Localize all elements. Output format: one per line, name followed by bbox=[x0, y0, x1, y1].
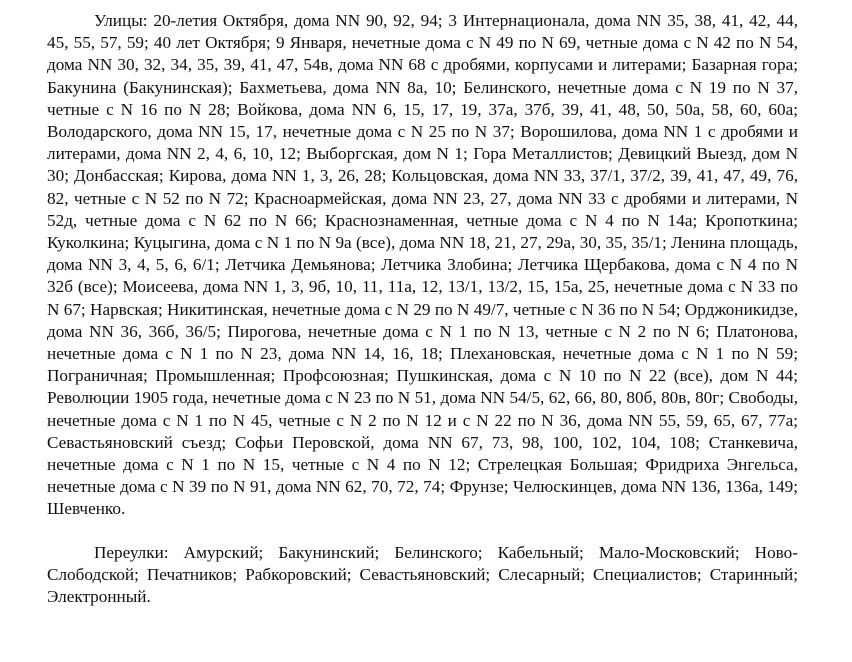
document-page bbox=[47, 10, 798, 608]
streets-paragraph: Улицы: 20-летия Октября, дома NN 90, 92, 94; 3 Интернационала, дома NN 35, 38, 41, 42, 44, 45, 55, 57, 59; 40 лет Октября; 9 Января, нечетные дома с N 49 по N 69, четные дома с N 42 по N 54, дома NN 30, 32, 34, 35, 39, 41, 47, 54в, дома NN 68 с дробями, корпусами и литерами; Базарная гора; Бакунина (Бакунинская); Бахметьева, дома NN 8а, 10; Белинского, нечетные дома с N 19 по N 37, четные с N 16 по N 28; Войкова, дома NN 6, 15, 17, 19, 37а, 37б, 39, 41, 48, 50, 50а, 58, 60, 60а; Володарского, дома NN 15, 17, нечетные дома с N 25 по N 37; Ворошилова, дома NN 1 с дробями и литерами, дома NN 2, 4, 6, 10, 12; Выборгская, дом N 1; Гора Металлистов; Девицкий Выезд, дом N 30; Донбасская; Кирова, дома NN 1, 3, 26, 28; Кольцовская, дома NN 33, 37/1, 37/2, 39, 41, 47, 49, 76, 82, четные с N 52 по N 72; Красноармейская, дома NN 23, 27, дома NN 33 с дробями и литерами, N 52д, четные дома с N 62 по N 66; Краснознаменная, четные дома с N 4 по N 14а; Кропоткина; Куколкина; Куцыгина, дома с N 1 по N 9а (все), дома NN 18, 21, 27, 29а, 30, 35, 35/1; Ленина площадь, дома NN 3, 4, 5, 6, 6/1; Летчика Демьянова; Летчика Злобина; Летчика Щербакова, дома с N 4 по N 32б (все); Моисеева, дома NN 1, 3, 9б, 10, 11, 11а, 12, 13/1, 13/2, 15, 15а, 25, нечетные дома с N 33 по N 67; Нарвская; Никитинская, нечетные дома с N 29 по N 49/7, четные с N 36 по N 54; Орджоникидзе, дома NN 36, 36б, 36/5; Пирогова, нечетные дома с N 1 по N 13, четные с N 2 по N 6; Платонова, нечетные дома с N 1 по N 23, дома NN 14, 16, 18; Плехановская, нечетные дома с N 1 по N 59; Пограничная; Промышленная; Профсоюзная; Пушкинская, дома с N 10 по N 22 (все), дом N 44; Революции 1905 года, нечетные дома с N 23 по N 51, дома NN 54/5, 62, 66, 80, 80б, 80в, 80г; Свободы, нечетные дома с N 1 по N 45, четные с N 2 по N 12 и с N 22 по N 36, дома NN 55, 59, 65, 67, 77а; Севастьяновский съезд; Софьи Перовской, дома NN 67, 73, 98, 100, 102, 104, 108; Станкевича, нечетные дома с N 1 по N 15, четные с N 4 по N 12; Стрелецкая Большая; Фридриха Энгельса, нечетные дома с N 39 по N 91, дома NN 62, 70, 72, 74; Фрунзе; Челюскинцев, дома NN 136, 136а, 149; Шевченко. bbox=[47, 11, 798, 519]
lanes-paragraph: Переулки: Амурский; Бакунинский; Белинского; Кабельный; Мало-Московский; Ново-Слободской; Печатников; Рабкоровский; Севастьяновский; Слесарный; Специалистов; Старинный; Электронный. bbox=[47, 542, 798, 607]
